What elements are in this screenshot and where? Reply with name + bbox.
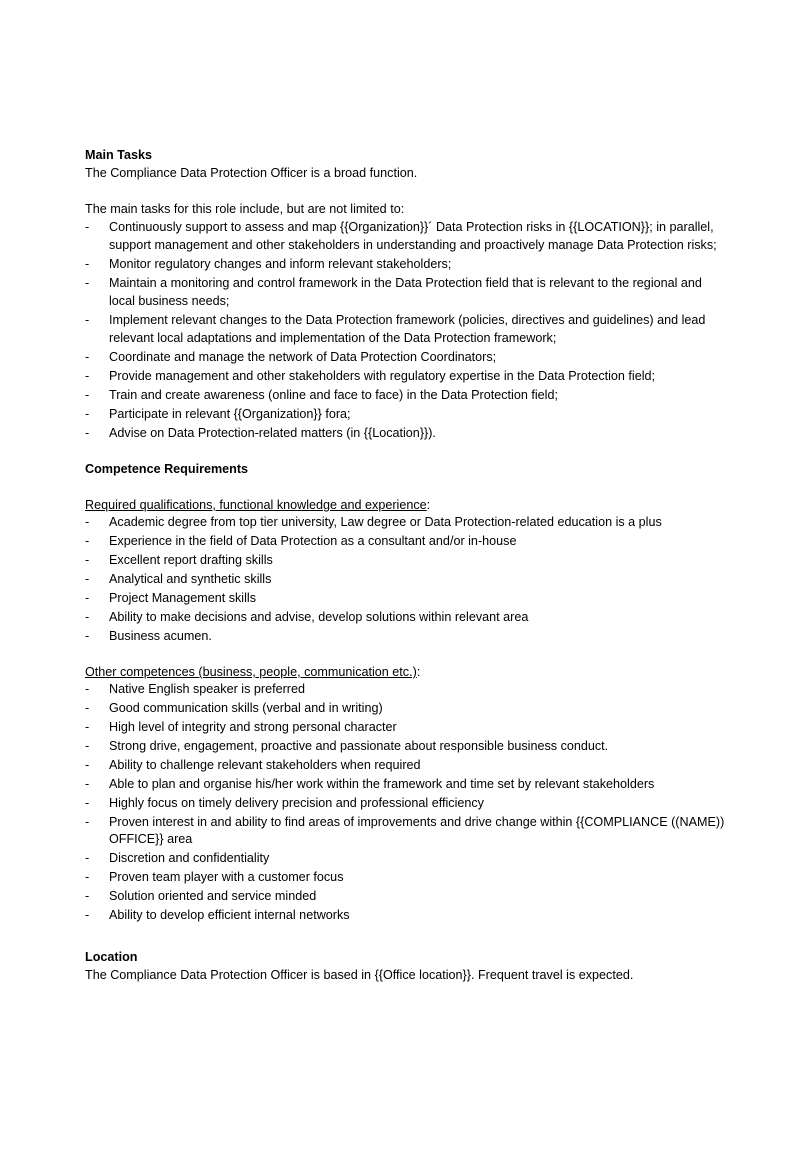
list-item: [85, 609, 725, 626]
dash-bullet: -: [85, 591, 90, 605]
dash-bullet: -: [85, 720, 90, 734]
list-item-text: Provide management and other stakeholders with regulatory expertise in the Data Protection field;: [109, 369, 656, 383]
dash-bullet: -: [85, 257, 90, 271]
dash-bullet: -: [85, 534, 90, 548]
dash-bullet: -: [85, 388, 90, 402]
list-item: [85, 255, 725, 273]
list-item-text: Excellent report drafting skills: [109, 553, 273, 567]
list-item-text: Monitor regulatory changes and inform relevant stakeholders;: [109, 257, 452, 271]
list-item-text: Project Management skills: [109, 591, 256, 605]
location-text: The Compliance Data Protection Officer is based in {{Office location}}. Frequent travel is expected.: [85, 968, 634, 982]
dash-bullet: -: [85, 682, 90, 696]
location-heading: Location: [85, 950, 138, 964]
dash-bullet: -: [85, 815, 90, 829]
dash-bullet: -: [85, 369, 90, 383]
dash-bullet: -: [85, 350, 90, 364]
list-item-text: Coordinate and manage the network of Data Protection Coordinators;: [109, 350, 497, 364]
dash-bullet: -: [85, 553, 90, 567]
list-item-text: Good communication skills (verbal and in writing): [109, 701, 383, 715]
list-item: [85, 628, 725, 645]
list-item: [85, 888, 725, 905]
list-item: [85, 367, 725, 385]
competence-heading: Competence Requirements: [85, 462, 249, 476]
other-competences-list: [85, 681, 725, 924]
list-item-text: Continuously support to assess and map {{Organization}}´ Data Protection risks in {{LOCATION}}; in parallel, support management and other stakeholders in understanding and proactively manage Data Protection risks;: [109, 220, 717, 252]
list-item: [85, 348, 725, 366]
dash-bullet: -: [85, 870, 90, 884]
list-item: [85, 533, 725, 550]
list-item: [85, 681, 725, 698]
list-item-text: Analytical and synthetic skills: [109, 572, 272, 586]
list-item-text: Discretion and confidentiality: [109, 851, 270, 865]
list-item: [85, 405, 725, 423]
list-item-text: Ability to make decisions and advise, develop solutions within relevant area: [109, 610, 529, 624]
dash-bullet: -: [85, 701, 90, 715]
list-item: [85, 776, 725, 793]
list-item-text: Maintain a monitoring and control framework in the Data Protection field that is relevant to the regional and local business needs;: [109, 276, 702, 308]
list-item: [85, 386, 725, 404]
dash-bullet: -: [85, 610, 90, 624]
dash-bullet: -: [85, 851, 90, 865]
dash-bullet: -: [85, 407, 90, 421]
list-item: [85, 869, 725, 886]
list-item: [85, 738, 725, 755]
list-item-text: Proven team player with a customer focus: [109, 870, 344, 884]
dash-bullet: -: [85, 426, 90, 440]
list-item: [85, 571, 725, 588]
list-item-text: Participate in relevant {{Organization}} fora;: [109, 407, 351, 421]
list-item-text: Train and create awareness (online and face to face) in the Data Protection field;: [109, 388, 558, 402]
list-item: [85, 757, 725, 774]
list-item-text: Strong drive, engagement, proactive and passionate about responsible business conduct.: [109, 739, 609, 753]
dash-bullet: -: [85, 758, 90, 772]
list-item: [85, 719, 725, 736]
list-item-text: Able to plan and organise his/her work within the framework and time set by relevant stakeholders: [109, 777, 655, 791]
dash-bullet: -: [85, 889, 90, 903]
dash-bullet: -: [85, 313, 90, 327]
main-tasks-lead: The main tasks for this role include, but are not limited to:: [85, 202, 405, 216]
list-item-text: Academic degree from top tier university, Law degree or Data Protection-related education is a plus: [109, 515, 662, 529]
dash-bullet: -: [85, 515, 90, 529]
list-item-text: High level of integrity and strong personal character: [109, 720, 397, 734]
list-item-text: Advise on Data Protection-related matters (in {{Location}}).: [109, 426, 436, 440]
list-item-text: Ability to develop efficient internal networks: [109, 908, 350, 922]
dash-bullet: -: [85, 777, 90, 791]
list-item-text: Experience in the field of Data Protection as a consultant and/or in-house: [109, 534, 517, 548]
main-tasks-list: [85, 218, 725, 442]
list-item-text: Implement relevant changes to the Data Protection framework (policies, directives and guidelines) and lead relevant local adaptations and implementation of the Data Protection framework;: [109, 313, 706, 345]
dash-bullet: -: [85, 908, 90, 922]
list-item: [85, 590, 725, 607]
list-item-text: Business acumen.: [109, 629, 212, 643]
required-qualifications-label: Required qualifications, functional knowledge and experience:: [85, 498, 431, 512]
list-item: [85, 218, 725, 254]
list-item: [85, 795, 725, 812]
list-item: [85, 907, 725, 924]
main-tasks-intro: The Compliance Data Protection Officer is a broad function.: [85, 166, 418, 180]
dash-bullet: -: [85, 220, 90, 234]
list-item-text: Proven interest in and ability to find areas of improvements and drive change within {{COMPLIANCE ((NAME)) OFFICE}} area: [109, 815, 725, 846]
dash-bullet: -: [85, 739, 90, 753]
list-item: [85, 814, 725, 848]
list-item: [85, 850, 725, 867]
list-item: [85, 552, 725, 569]
dash-bullet: -: [85, 276, 90, 290]
list-item-text: Solution oriented and service minded: [109, 889, 317, 903]
list-item-text: Ability to challenge relevant stakeholders when required: [109, 758, 421, 772]
list-item: [85, 311, 725, 347]
main-tasks-heading: Main Tasks: [85, 148, 152, 162]
other-competences-label: Other competences (business, people, communication etc.):: [85, 665, 421, 679]
list-item: [85, 700, 725, 717]
list-item: [85, 514, 725, 531]
list-item-text: Highly focus on timely delivery precision and professional efficiency: [109, 796, 484, 810]
dash-bullet: -: [85, 629, 90, 643]
list-item: [85, 424, 725, 442]
required-qualifications-list: [85, 514, 725, 645]
dash-bullet: -: [85, 796, 90, 810]
dash-bullet: -: [85, 572, 90, 586]
list-item-text: Native English speaker is preferred: [109, 682, 305, 696]
document-page: [85, 146, 725, 984]
list-item: [85, 274, 725, 310]
